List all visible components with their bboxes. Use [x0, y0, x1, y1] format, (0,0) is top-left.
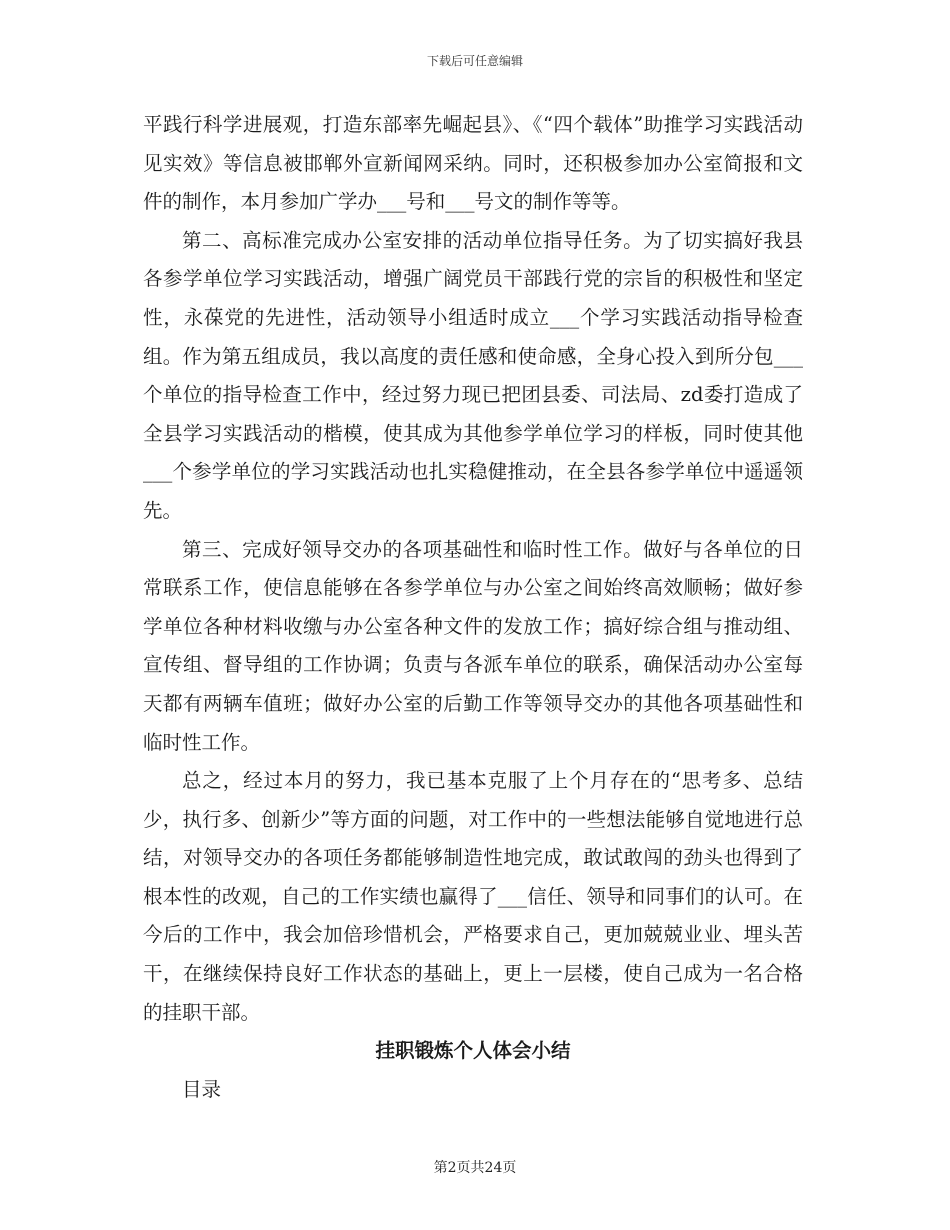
section-title: 挂职锻炼个人体会小结 [375, 1039, 571, 1063]
paragraph-summary: 总之，经过本月的努力，我已基本克服了上个月存在的“思考多、总结少，执行多、创新少”等方面的问题，对工作中的一些想法能够自觉地进行总结，对领导交办的各项任务都能够制造性地完成，敢试敢闯的劲头也得到了根本性的改观，自己的工作实绩也赢得了___信任、领导和同事们的认可。在今后的工作中，我会加倍珍惜机会，严格要求自己，更加兢兢业业、埋头苦干，在继续保持良好工作状态的基础上，更上一层楼，使自己成为一名合格的挂职干部。 [143, 769, 803, 1024]
paragraph-continuation: 平践行科学进展观，打造东部率先崛起县》、《“四个载体”助推学习实践活动见实效》等信息被邯郸外宣新闻网采纳。同时，还积极参加办公室简报和文件的制作，本月参加广学办___号和___号文的制作等等。 [143, 113, 803, 214]
page-footer: 第2页共24页 [433, 1160, 517, 1176]
page-header: 下载后可任意编辑 [426, 54, 523, 68]
paragraph-second: 第二、高标准完成办公室安排的活动单位指导任务。为了切实搞好我县各参学单位学习实践活动，增强广阔党员干部践行党的宗旨的积极性和坚定性，永葆党的先进性，活动领导小组适时成立___个学习实践活动指导检查组。作为第五组成员，我以高度的责任感和使命感，全身心投入到所分包___个单位的指导检查工作中，经过努力现已把团县委、司法局、zd委打造成了全县学习实践活动的楷模，使其成为其他参学单位学习的样板，同时使其他___个参学单位的学习实践活动也扎实稳健推动，在全县各参学单位中遥遥领先。 [143, 228, 803, 522]
document-body [143, 106, 803, 1109]
paragraph-third: 第三、完成好领导交办的各项基础性和临时性工作。做好与各单位的日常联系工作，使信息能够在各参学单位与办公室之间始终高效顺畅；做好参学单位各种材料收缴与办公室各种文件的发放工作；搞好综合组与推动组、宣传组、督导组的工作协调；负责与各派车单位的联系，确保活动办公室每天都有两辆车值班；做好办公室的后勤工作等领导交办的其他各项基础性和临时性工作。 [143, 537, 803, 754]
toc-label: 目录 [182, 1077, 222, 1101]
